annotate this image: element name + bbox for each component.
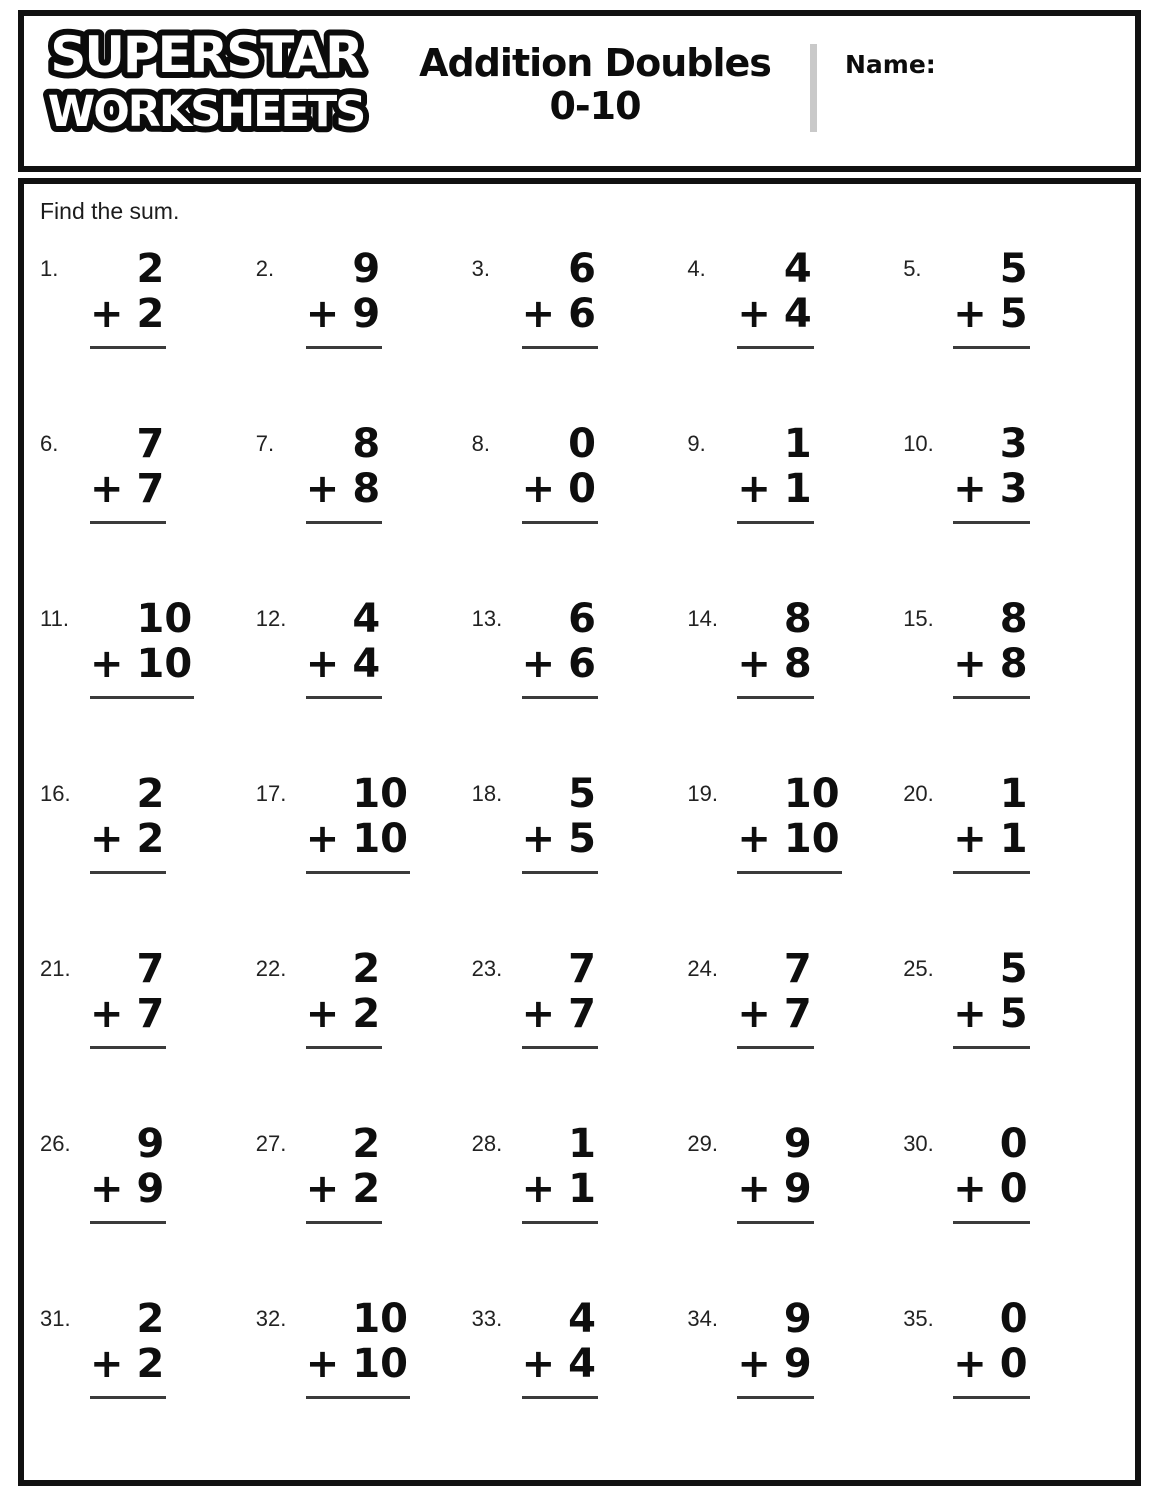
top-addend: 1 bbox=[999, 771, 1028, 817]
problem bbox=[472, 758, 688, 933]
bottom-addend: 9 bbox=[136, 1165, 165, 1212]
problem-number: 3. bbox=[471, 256, 490, 281]
addition-stack bbox=[306, 1122, 382, 1224]
bottom-row bbox=[737, 1167, 813, 1212]
plus-operator: + bbox=[953, 1340, 987, 1387]
bottom-addend: 9 bbox=[783, 1340, 812, 1387]
plus-operator: + bbox=[521, 465, 556, 512]
problem bbox=[472, 1108, 688, 1283]
answer-line bbox=[953, 871, 1029, 874]
addition-stack bbox=[306, 247, 382, 349]
top-addend: 7 bbox=[136, 421, 165, 467]
problem-number: 11. bbox=[40, 606, 69, 631]
plus-operator: + bbox=[521, 1340, 556, 1387]
bottom-row bbox=[90, 642, 194, 687]
plus-operator: + bbox=[953, 290, 987, 337]
bottom-row bbox=[737, 817, 841, 862]
logo-line1: SUPERSTAR bbox=[50, 26, 362, 84]
top-addend: 7 bbox=[568, 946, 596, 992]
top-addend: 2 bbox=[352, 946, 381, 992]
bottom-row bbox=[953, 467, 1029, 512]
answer-line bbox=[90, 871, 166, 874]
addition-stack bbox=[522, 597, 598, 699]
top-addend: 3 bbox=[999, 421, 1028, 467]
top-addend: 4 bbox=[568, 1296, 596, 1342]
answer-line bbox=[90, 521, 166, 524]
top-addend: 6 bbox=[568, 596, 596, 642]
plus-operator: + bbox=[521, 815, 556, 862]
problem bbox=[256, 1108, 472, 1283]
bottom-row bbox=[522, 642, 598, 687]
problem bbox=[903, 1283, 1119, 1458]
bottom-row bbox=[737, 1342, 813, 1387]
problem bbox=[687, 758, 903, 933]
bottom-addend: 0 bbox=[568, 465, 596, 512]
problem-number: 14. bbox=[687, 606, 718, 631]
problem-number: 17. bbox=[255, 781, 287, 806]
problem bbox=[687, 1283, 903, 1458]
problem bbox=[687, 1108, 903, 1283]
bottom-addend: 2 bbox=[136, 815, 165, 862]
top-addend: 5 bbox=[568, 771, 596, 817]
plus-operator: + bbox=[953, 815, 987, 862]
header bbox=[18, 10, 1141, 172]
plus-operator: + bbox=[305, 1340, 340, 1387]
answer-line bbox=[522, 1221, 598, 1224]
bottom-addend: 10 bbox=[352, 815, 408, 862]
top-addend: 4 bbox=[783, 246, 812, 292]
plus-operator: + bbox=[737, 1340, 771, 1387]
plus-operator: + bbox=[953, 465, 987, 512]
bottom-addend: 8 bbox=[999, 640, 1028, 687]
problem bbox=[687, 933, 903, 1108]
bottom-row bbox=[953, 1342, 1029, 1387]
plus-operator: + bbox=[737, 815, 771, 862]
plus-operator: + bbox=[305, 990, 340, 1037]
bottom-row bbox=[306, 292, 382, 337]
addition-stack bbox=[522, 1297, 598, 1399]
title-line2: 0-10 bbox=[549, 83, 641, 128]
bottom-row bbox=[522, 292, 598, 337]
bottom-row bbox=[953, 817, 1029, 862]
answer-line bbox=[306, 521, 382, 524]
problem-number: 33. bbox=[471, 1306, 503, 1331]
problem bbox=[256, 933, 472, 1108]
problem-number: 24. bbox=[687, 956, 718, 981]
addition-stack bbox=[90, 1297, 166, 1399]
answer-line bbox=[737, 1221, 813, 1224]
problem bbox=[903, 758, 1119, 933]
top-addend: 0 bbox=[568, 421, 596, 467]
problem-number: 35. bbox=[903, 1306, 934, 1331]
problem bbox=[903, 233, 1119, 408]
bottom-row bbox=[90, 467, 166, 512]
problem bbox=[40, 408, 256, 583]
plus-operator: + bbox=[305, 1165, 340, 1212]
logo-bubble-text bbox=[32, 24, 380, 146]
worksheet-title bbox=[380, 16, 810, 127]
top-addend: 9 bbox=[783, 1121, 812, 1167]
bottom-addend: 10 bbox=[783, 815, 840, 862]
answer-line bbox=[90, 346, 166, 349]
answer-line bbox=[737, 1396, 813, 1399]
addition-stack bbox=[90, 247, 166, 349]
top-addend: 10 bbox=[352, 771, 408, 817]
superstar-worksheets-logo bbox=[24, 16, 380, 151]
top-addend: 7 bbox=[136, 946, 165, 992]
plus-operator: + bbox=[90, 465, 124, 512]
addition-stack bbox=[737, 247, 813, 349]
problem bbox=[256, 408, 472, 583]
problem-number: 8. bbox=[471, 431, 490, 456]
addition-stack bbox=[737, 947, 813, 1049]
bottom-addend: 2 bbox=[136, 290, 165, 337]
problem-number: 25. bbox=[903, 956, 934, 981]
addition-stack bbox=[522, 247, 598, 349]
bottom-row bbox=[953, 292, 1029, 337]
bottom-addend: 7 bbox=[568, 990, 596, 1037]
bottom-addend: 0 bbox=[999, 1340, 1028, 1387]
bottom-row bbox=[953, 642, 1029, 687]
bottom-row bbox=[522, 992, 598, 1037]
bottom-addend: 6 bbox=[568, 290, 596, 337]
answer-line bbox=[737, 1046, 813, 1049]
addition-stack bbox=[306, 772, 410, 874]
bottom-addend: 7 bbox=[783, 990, 812, 1037]
problem-number: 12. bbox=[255, 606, 287, 631]
bottom-row bbox=[90, 292, 166, 337]
problem bbox=[472, 583, 688, 758]
plus-operator: + bbox=[953, 640, 987, 687]
plus-operator: + bbox=[305, 290, 340, 337]
bottom-addend: 5 bbox=[999, 990, 1028, 1037]
problem bbox=[256, 583, 472, 758]
answer-line bbox=[522, 521, 598, 524]
top-addend: 0 bbox=[999, 1296, 1028, 1342]
problem bbox=[472, 233, 688, 408]
header-divider bbox=[810, 44, 817, 132]
problem-number: 16. bbox=[40, 781, 71, 806]
problem bbox=[903, 583, 1119, 758]
addition-stack bbox=[306, 1297, 410, 1399]
bottom-addend: 9 bbox=[352, 290, 381, 337]
plus-operator: + bbox=[521, 290, 556, 337]
answer-line bbox=[306, 346, 382, 349]
bottom-addend: 1 bbox=[783, 465, 812, 512]
problem bbox=[472, 933, 688, 1108]
bottom-row bbox=[953, 1167, 1029, 1212]
bottom-addend: 3 bbox=[999, 465, 1028, 512]
problem-number: 13. bbox=[471, 606, 503, 631]
bottom-row bbox=[90, 1342, 166, 1387]
answer-line bbox=[306, 871, 410, 874]
problem-number: 32. bbox=[255, 1306, 287, 1331]
addition-stack bbox=[953, 247, 1029, 349]
answer-line bbox=[90, 1221, 166, 1224]
plus-operator: + bbox=[521, 640, 556, 687]
addition-stack bbox=[737, 1122, 813, 1224]
problem-number: 21. bbox=[40, 956, 71, 981]
plus-operator: + bbox=[953, 1165, 987, 1212]
addition-stack bbox=[953, 947, 1029, 1049]
problem bbox=[687, 583, 903, 758]
instruction-text: Find the sum. bbox=[40, 198, 180, 224]
top-addend: 2 bbox=[136, 1296, 165, 1342]
addition-stack bbox=[953, 422, 1029, 524]
problem bbox=[903, 1108, 1119, 1283]
plus-operator: + bbox=[737, 990, 771, 1037]
addition-stack bbox=[953, 1297, 1029, 1399]
problem-number: 7. bbox=[255, 431, 275, 456]
problem-number: 28. bbox=[471, 1131, 503, 1156]
top-addend: 10 bbox=[136, 596, 193, 642]
answer-line bbox=[737, 871, 841, 874]
problem-number: 27. bbox=[255, 1131, 287, 1156]
plus-operator: + bbox=[90, 815, 124, 862]
plus-operator: + bbox=[521, 990, 556, 1037]
bottom-row bbox=[953, 992, 1029, 1037]
bottom-row bbox=[522, 1342, 598, 1387]
problem bbox=[472, 1283, 688, 1458]
problem-number: 15. bbox=[903, 606, 934, 631]
bottom-addend: 0 bbox=[999, 1165, 1028, 1212]
bottom-addend: 2 bbox=[352, 990, 381, 1037]
bottom-row bbox=[306, 1167, 382, 1212]
plus-operator: + bbox=[737, 640, 771, 687]
addition-stack bbox=[953, 772, 1029, 874]
problem-number: 29. bbox=[687, 1131, 718, 1156]
addition-stack bbox=[522, 1122, 598, 1224]
problem-number: 22. bbox=[255, 956, 287, 981]
problem bbox=[40, 583, 256, 758]
content-area bbox=[18, 178, 1141, 1486]
bottom-row bbox=[737, 642, 813, 687]
answer-line bbox=[953, 346, 1029, 349]
problem bbox=[256, 758, 472, 933]
addition-stack bbox=[737, 422, 813, 524]
problem-number: 2. bbox=[255, 256, 275, 281]
addition-stack bbox=[90, 597, 194, 699]
answer-line bbox=[522, 1396, 598, 1399]
plus-operator: + bbox=[737, 290, 771, 337]
addition-stack bbox=[737, 597, 813, 699]
addition-stack bbox=[522, 947, 598, 1049]
plus-operator: + bbox=[305, 640, 340, 687]
bottom-addend: 1 bbox=[568, 1165, 596, 1212]
problem-number: 6. bbox=[40, 431, 59, 456]
top-addend: 10 bbox=[352, 1296, 408, 1342]
problems-grid bbox=[40, 233, 1119, 1458]
problem bbox=[256, 233, 472, 408]
top-addend: 7 bbox=[783, 946, 812, 992]
bottom-addend: 1 bbox=[999, 815, 1028, 862]
plus-operator: + bbox=[521, 1165, 556, 1212]
problem bbox=[903, 408, 1119, 583]
answer-line bbox=[306, 1046, 382, 1049]
problem-number: 31. bbox=[40, 1306, 71, 1331]
bottom-row bbox=[522, 467, 598, 512]
logo-line2: WORKSHEETS bbox=[47, 87, 365, 137]
addition-stack bbox=[737, 772, 841, 874]
problem-number: 9. bbox=[687, 431, 706, 456]
top-addend: 8 bbox=[999, 596, 1028, 642]
plus-operator: + bbox=[305, 815, 340, 862]
bottom-row bbox=[306, 467, 382, 512]
plus-operator: + bbox=[90, 290, 124, 337]
bottom-row bbox=[90, 992, 166, 1037]
answer-line bbox=[522, 871, 598, 874]
bottom-row bbox=[90, 817, 166, 862]
answer-line bbox=[90, 1396, 166, 1399]
addition-stack bbox=[953, 1122, 1029, 1224]
plus-operator: + bbox=[90, 1165, 124, 1212]
problem bbox=[40, 933, 256, 1108]
answer-line bbox=[953, 1221, 1029, 1224]
plus-operator: + bbox=[737, 1165, 771, 1212]
problem bbox=[903, 933, 1119, 1108]
answer-line bbox=[522, 696, 598, 699]
answer-line bbox=[953, 1046, 1029, 1049]
answer-line bbox=[306, 696, 382, 699]
problem-number: 1. bbox=[40, 256, 59, 281]
problem bbox=[40, 1283, 256, 1458]
bottom-addend: 7 bbox=[136, 465, 165, 512]
answer-line bbox=[737, 696, 813, 699]
bottom-row bbox=[306, 992, 382, 1037]
addition-stack bbox=[306, 947, 382, 1049]
addition-stack bbox=[953, 597, 1029, 699]
addition-stack bbox=[90, 1122, 166, 1224]
problem-number: 19. bbox=[687, 781, 718, 806]
bottom-addend: 5 bbox=[568, 815, 596, 862]
top-addend: 10 bbox=[783, 771, 840, 817]
addition-stack bbox=[522, 422, 598, 524]
top-addend: 9 bbox=[136, 1121, 165, 1167]
answer-line bbox=[90, 1046, 166, 1049]
problem-number: 34. bbox=[687, 1306, 718, 1331]
problem-number: 4. bbox=[687, 256, 706, 281]
addition-stack bbox=[306, 422, 382, 524]
bottom-addend: 5 bbox=[999, 290, 1028, 337]
bottom-addend: 4 bbox=[568, 1340, 596, 1387]
top-addend: 5 bbox=[999, 946, 1028, 992]
bottom-addend: 8 bbox=[352, 465, 381, 512]
bottom-row bbox=[522, 817, 598, 862]
answer-line bbox=[306, 1221, 382, 1224]
addition-stack bbox=[306, 597, 382, 699]
bottom-addend: 10 bbox=[136, 640, 193, 687]
top-addend: 2 bbox=[136, 771, 165, 817]
name-section bbox=[817, 16, 1135, 79]
bottom-addend: 6 bbox=[568, 640, 596, 687]
problem bbox=[687, 233, 903, 408]
bottom-addend: 4 bbox=[352, 640, 381, 687]
answer-line bbox=[90, 696, 194, 699]
problem-number: 26. bbox=[40, 1131, 71, 1156]
top-addend: 9 bbox=[352, 246, 381, 292]
answer-line bbox=[737, 521, 813, 524]
top-addend: 2 bbox=[352, 1121, 381, 1167]
top-addend: 6 bbox=[568, 246, 596, 292]
problem-number: 30. bbox=[903, 1131, 934, 1156]
answer-line bbox=[522, 1046, 598, 1049]
top-addend: 1 bbox=[783, 421, 812, 467]
problem bbox=[40, 1108, 256, 1283]
bottom-addend: 10 bbox=[352, 1340, 408, 1387]
top-addend: 8 bbox=[783, 596, 812, 642]
addition-stack bbox=[90, 422, 166, 524]
problem-number: 5. bbox=[903, 256, 922, 281]
top-addend: 0 bbox=[999, 1121, 1028, 1167]
problem bbox=[256, 1283, 472, 1458]
bottom-addend: 8 bbox=[783, 640, 812, 687]
bottom-row bbox=[737, 467, 813, 512]
answer-line bbox=[953, 696, 1029, 699]
plus-operator: + bbox=[90, 640, 124, 687]
bottom-addend: 2 bbox=[352, 1165, 381, 1212]
problem bbox=[40, 758, 256, 933]
top-addend: 4 bbox=[352, 596, 381, 642]
addition-stack bbox=[737, 1297, 813, 1399]
answer-line bbox=[953, 1396, 1029, 1399]
top-addend: 2 bbox=[136, 246, 165, 292]
bottom-row bbox=[306, 1342, 410, 1387]
plus-operator: + bbox=[305, 465, 340, 512]
problem-number: 20. bbox=[903, 781, 934, 806]
bottom-row bbox=[306, 642, 382, 687]
answer-line bbox=[737, 346, 813, 349]
addition-stack bbox=[522, 772, 598, 874]
top-addend: 1 bbox=[568, 1121, 596, 1167]
answer-line bbox=[953, 521, 1029, 524]
bottom-addend: 4 bbox=[783, 290, 812, 337]
bottom-addend: 2 bbox=[136, 1340, 165, 1387]
plus-operator: + bbox=[953, 990, 987, 1037]
problem-number: 23. bbox=[471, 956, 503, 981]
addition-stack bbox=[90, 947, 166, 1049]
answer-line bbox=[306, 1396, 410, 1399]
top-addend: 5 bbox=[999, 246, 1028, 292]
bottom-addend: 7 bbox=[136, 990, 165, 1037]
bottom-addend: 9 bbox=[783, 1165, 812, 1212]
bottom-row bbox=[737, 292, 813, 337]
bottom-row bbox=[306, 817, 410, 862]
name-label: Name: bbox=[845, 50, 936, 79]
bottom-row bbox=[90, 1167, 166, 1212]
plus-operator: + bbox=[90, 990, 124, 1037]
problem bbox=[687, 408, 903, 583]
problem-number: 10. bbox=[903, 431, 934, 456]
problem bbox=[472, 408, 688, 583]
answer-line bbox=[522, 346, 598, 349]
problem-number: 18. bbox=[471, 781, 503, 806]
addition-stack bbox=[90, 772, 166, 874]
problem bbox=[40, 233, 256, 408]
top-addend: 8 bbox=[352, 421, 381, 467]
bottom-row bbox=[737, 992, 813, 1037]
plus-operator: + bbox=[737, 465, 771, 512]
bottom-row bbox=[522, 1167, 598, 1212]
plus-operator: + bbox=[90, 1340, 124, 1387]
top-addend: 9 bbox=[783, 1296, 812, 1342]
title-line1: Addition Doubles bbox=[419, 41, 771, 85]
